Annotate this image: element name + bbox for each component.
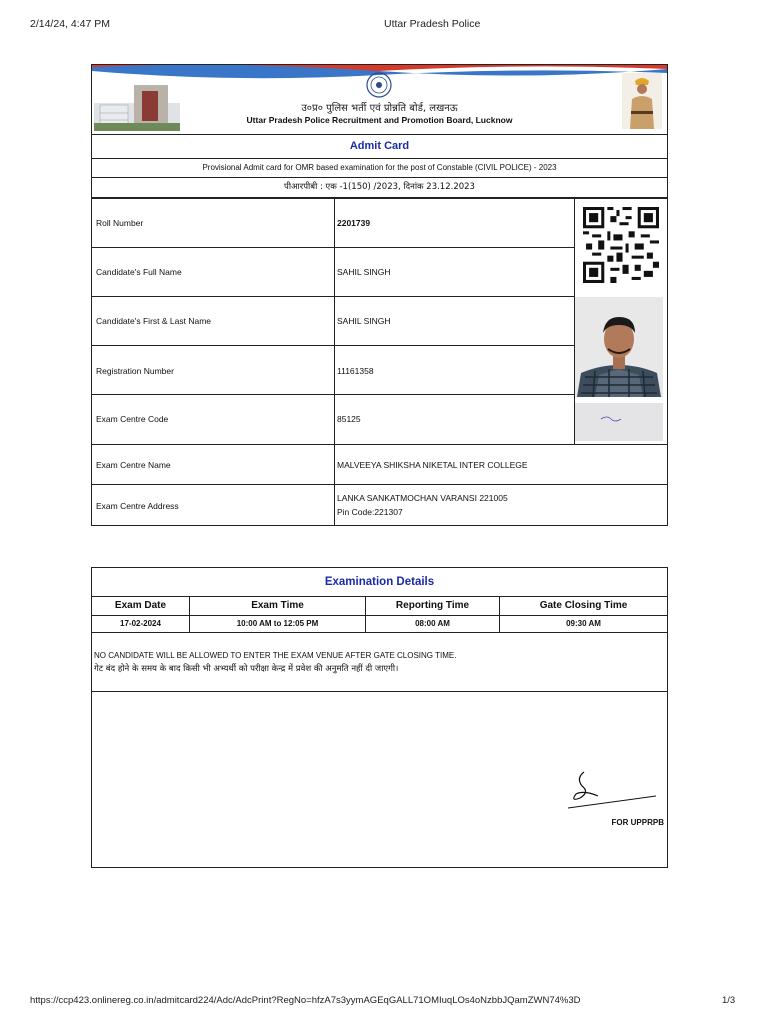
- examination-details: [91, 567, 668, 868]
- label-exam-centre-name: Exam Centre Name: [96, 460, 171, 470]
- signatory-label: FOR UPPRPB: [611, 818, 664, 827]
- col-divider: [334, 199, 335, 526]
- print-footer-page: 1/3: [722, 995, 736, 1006]
- label-full-name: Candidate's Full Name: [96, 267, 182, 277]
- col-header-gate-closing-time: Gate Closing Time: [539, 600, 628, 611]
- row-divider: [92, 484, 667, 485]
- print-footer-url: https://ccp423.onlinereg.co.in/admitcard224/Adc/AdcPrint?RegNo=hfzA7s3yymAGEqGALL71OMIuqLOs4oNzbbJQamZWN74%3D: [30, 995, 581, 1006]
- label-exam-centre-code: Exam Centre Code: [96, 414, 169, 424]
- print-title: Uttar Pradesh Police: [384, 18, 481, 30]
- cell-gate-closing-time: 09:30 AM: [566, 619, 601, 628]
- cell-exam-time: 10:00 AM to 12:05 PM: [236, 619, 319, 628]
- value-exam-centre-address: LANKA SANKATMOCHAN VARANSI 221005: [337, 493, 508, 503]
- value-registration-number: 11161358: [337, 366, 374, 376]
- authority-signature: [562, 764, 662, 810]
- row-divider: [92, 444, 667, 445]
- row-divider: [92, 345, 574, 346]
- admit-card-heading: [92, 134, 667, 159]
- board-name-english: Uttar Pradesh Police Recruitment and Promotion Board, Lucknow: [246, 115, 513, 125]
- cell-reporting-time: 08:00 AM: [415, 619, 450, 628]
- row-divider: [92, 394, 574, 395]
- value-full-name: SAHIL SINGH: [337, 267, 391, 277]
- print-datetime: 2/14/24, 4:47 PM: [30, 18, 110, 30]
- notice-english: NO CANDIDATE WILL BE ALLOWED TO ENTER THE EXAM VENUE AFTER GATE CLOSING TIME.: [94, 651, 457, 660]
- row-divider: [92, 691, 667, 692]
- emblem-icon: [366, 72, 392, 98]
- label-first-last-name: Candidate's First & Last Name: [96, 316, 212, 326]
- board-name-hindi: उ०प्र० पुलिस भर्ती एवं प्रोन्नति बोर्ड, लखनऊ: [301, 103, 458, 114]
- value-first-last-name: SAHIL SINGH: [337, 316, 391, 326]
- admit-card: [91, 64, 668, 526]
- header-banner: [92, 65, 667, 135]
- label-registration-number: Registration Number: [96, 366, 174, 376]
- value-pin-code: Pin Code:221307: [337, 507, 403, 517]
- exam-details-heading: Examination Details: [324, 576, 435, 588]
- notice-reference: पीआरपीबी : एक -1(150) /2023, दिनांक 23.12.2023: [92, 178, 667, 199]
- qr-code: [583, 207, 659, 283]
- label-exam-centre-address: Exam Centre Address: [96, 501, 179, 511]
- label-roll-number: Roll Number: [96, 218, 144, 228]
- col-header-exam-time: Exam Time: [251, 600, 304, 611]
- row-divider: [92, 632, 667, 633]
- value-exam-centre-name: MALVEEYA SHIKSHA NIKETAL INTER COLLEGE: [337, 460, 528, 470]
- row-divider: [92, 247, 574, 248]
- notice-hindi: गेट बंद होने के समय के बाद किसी भी अभ्यर्थी को परीक्षा केन्द्र में प्रवेश की अनुमति नहीं दी जाएगी।: [94, 664, 399, 674]
- col-header-exam-date: Exam Date: [114, 600, 167, 611]
- candidate-signature: [575, 403, 663, 441]
- cell-exam-date: 17-02-2024: [120, 619, 161, 628]
- value-exam-centre-code: 85125: [337, 414, 361, 424]
- row-divider: [92, 296, 574, 297]
- candidate-photo: [575, 297, 663, 397]
- value-roll-number: 2201739: [337, 218, 371, 228]
- col-header-reporting-time: Reporting Time: [395, 600, 470, 611]
- admit-card-subtitle: Provisional Admit card for OMR based examination for the post of Constable (CIVIL POLICE) - 2023: [92, 159, 667, 178]
- police-officer-image: [622, 73, 662, 129]
- heading-text: Admit Card: [349, 140, 410, 152]
